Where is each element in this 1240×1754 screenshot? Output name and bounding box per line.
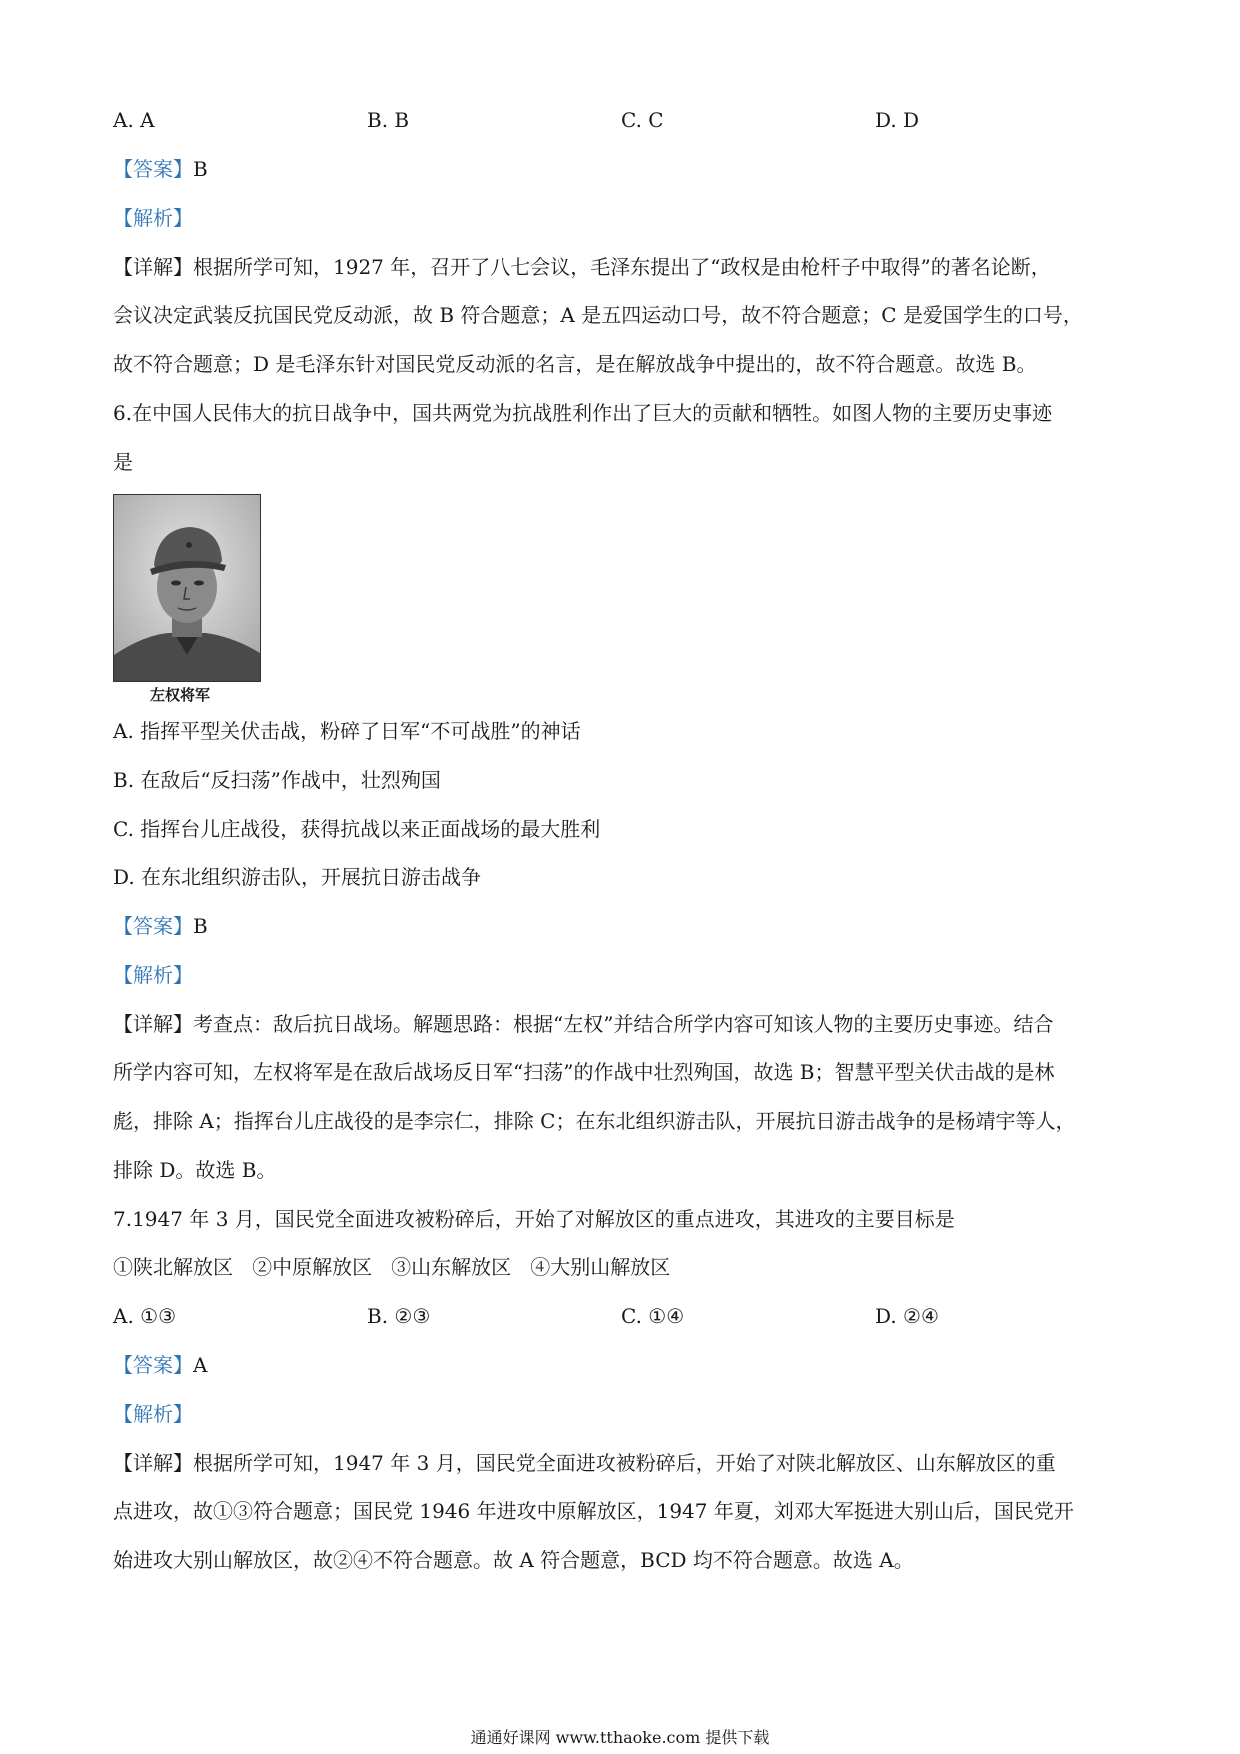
footer-watermark: 通通好课网 www.tthaoke.com 提供下载: [470, 1728, 770, 1747]
detail-tag: 【详解】: [113, 255, 193, 279]
q5-detail-line-1: [113, 253, 1133, 281]
q5-detail-line-3: 故不符合题意；D 是毛泽东针对国民党反动派的名言，是在解放战争中提出的，故不符合题意。故选 B。: [113, 352, 1037, 376]
q5-answer: [113, 155, 1133, 183]
q6-detail-line-4: 排除 D。故选 B。: [113, 1158, 277, 1182]
portrait-caption: 左权将军: [150, 686, 211, 704]
q7-detail-line-3: 始进攻大别山解放区，故②④不符合题意。故 A 符合题意，BCD 均不符合题意。故选 A。: [113, 1548, 914, 1572]
detail-text: 考查点：敌后抗日战场。解题思路：根据“左权”并结合所学内容可知该人物的主要历史事迹。结合: [193, 1012, 1054, 1036]
q7-option-a: A. ①③: [113, 1304, 177, 1328]
q5-option-a: A. A: [113, 108, 155, 132]
portrait-illustration: [114, 495, 260, 681]
q6-stem-line-2: 是: [113, 450, 133, 474]
q5-detail-line-2: 会议决定武装反抗国民党反动派，故 B 符合题意；A 是五四运动口号，故不符合题意；C 是爱国学生的口号，: [113, 303, 1083, 327]
detail-text: 根据所学可知，1947 年 3 月，国民党全面进攻被粉碎后，开始了对陕北解放区、山东解放区的重: [193, 1451, 1056, 1475]
q6-detail-line-2: 所学内容可知，左权将军是在敌后战场反日军“扫荡”的作战中壮烈殉国，故选 B；智慧平型关伏击战的是林: [113, 1060, 1055, 1084]
q7-options: [113, 1302, 1133, 1330]
q6-option-d: D. 在东北组织游击队，开展抗日游击战争: [113, 865, 482, 889]
q7-option-b: B. ②③: [367, 1304, 431, 1328]
detail-tag: 【详解】: [113, 1451, 193, 1475]
q7-choices: ①陕北解放区 ②中原解放区 ③山东解放区 ④大别山解放区: [113, 1255, 671, 1279]
q6-detail-line-1: [113, 1010, 1133, 1038]
q6-option-a: A. 指挥平型关伏击战，粉碎了日军“不可战胜”的神话: [113, 719, 581, 743]
answer-tag: 【答案】: [113, 914, 193, 938]
answer-tag: 【答案】: [113, 157, 193, 181]
q6-stem-line-1: 6.在中国人民伟大的抗日战争中，国共两党为抗战胜利作出了巨大的贡献和牺牲。如图人物的主要历史事迹: [113, 401, 1053, 425]
answer-tag: 【答案】: [113, 1353, 193, 1377]
answer-value: B: [193, 157, 208, 181]
q6-option-b: B. 在敌后“反扫荡”作战中，壮烈殉国: [113, 768, 441, 792]
q5-analysis-tag: 【解析】: [113, 206, 193, 230]
q7-detail-line-1: [113, 1449, 1133, 1477]
q5-option-b: B. B: [367, 108, 410, 132]
q6-option-c: C. 指挥台儿庄战役，获得抗战以来正面战场的最大胜利: [113, 817, 601, 841]
q6-detail-line-3: 彪，排除 A；指挥台儿庄战役的是李宗仁，排除 C；在东北组织游击队，开展抗日游击战争的是杨靖宇等人，: [113, 1109, 1076, 1133]
q5-option-c: C. C: [621, 108, 664, 132]
q5-options: [113, 106, 1133, 134]
q7-option-c: C. ①④: [621, 1304, 685, 1328]
q5-option-d: D. D: [875, 108, 920, 132]
portrait-photo: [113, 494, 261, 682]
q7-detail-line-2: 点进攻，故①③符合题意；国民党 1946 年进攻中原解放区，1947 年夏，刘邓大军挺进大别山后，国民党开: [113, 1499, 1074, 1523]
answer-value: B: [193, 914, 208, 938]
detail-tag: 【详解】: [113, 1012, 193, 1036]
q6-answer: [113, 912, 1133, 940]
q7-analysis-tag: 【解析】: [113, 1402, 193, 1426]
q6-analysis-tag: 【解析】: [113, 963, 193, 987]
q7-answer: [113, 1351, 1133, 1379]
q7-option-d: D. ②④: [875, 1304, 939, 1328]
detail-text: 根据所学可知，1927 年，召开了八七会议，毛泽东提出了“政权是由枪杆子中取得”的著名论断，: [193, 255, 1051, 279]
q7-stem: 7.1947 年 3 月，国民党全面进攻被粉碎后，开始了对解放区的重点进攻，其进攻的主要目标是: [113, 1207, 955, 1231]
answer-value: A: [193, 1353, 208, 1377]
